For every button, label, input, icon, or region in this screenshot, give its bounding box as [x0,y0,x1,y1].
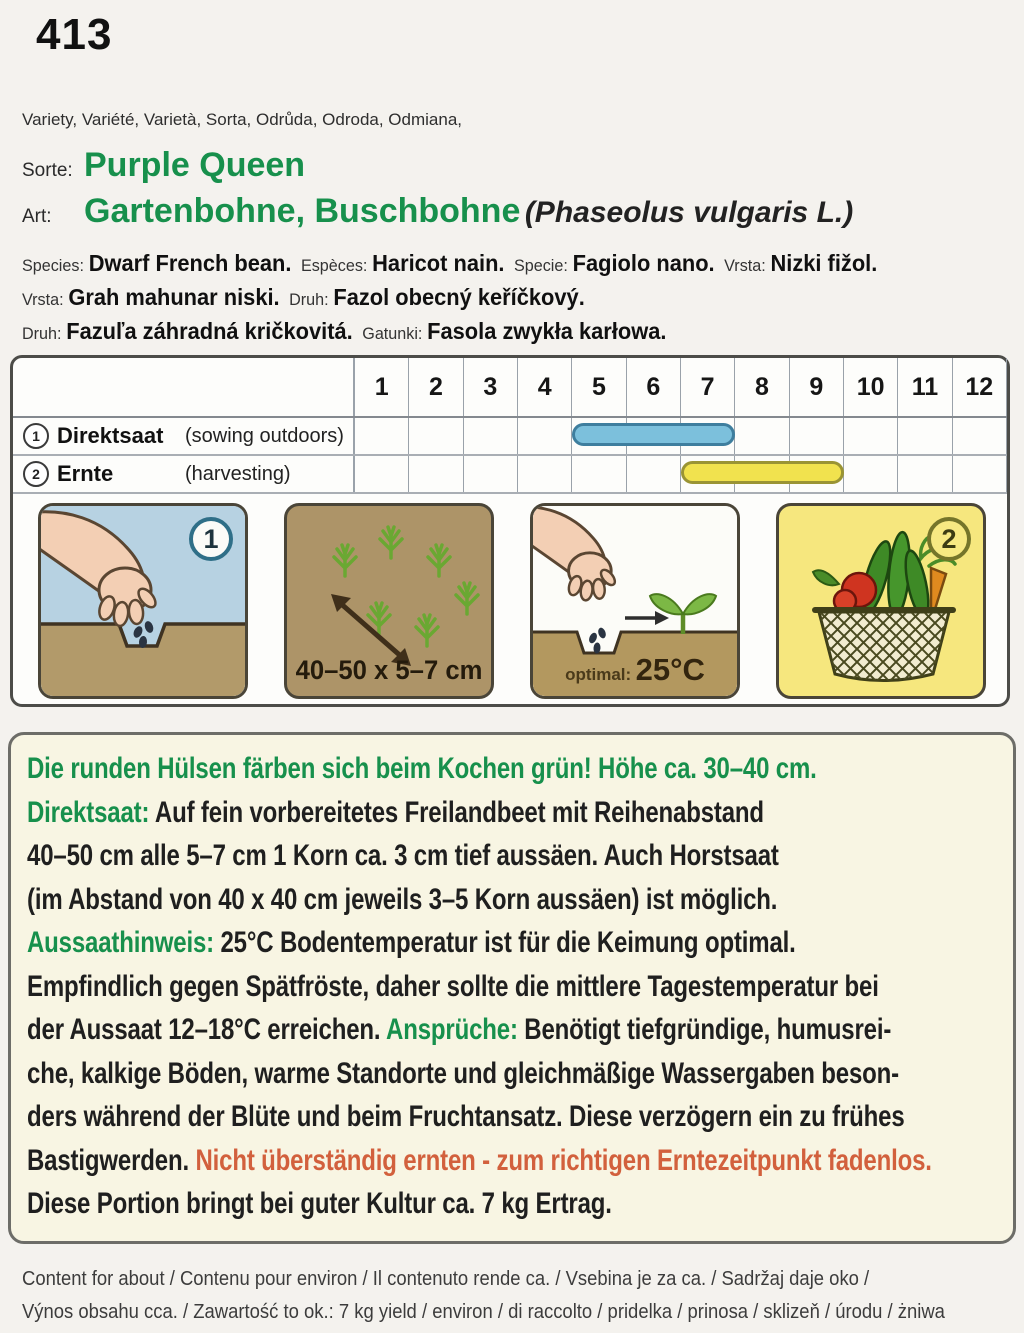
month-header-cell: 9 [790,358,844,416]
month-header-cell: 5 [572,358,626,416]
footer-line: Content for about / Contenu pour environ / Il contenuto rende ca. / Vsebina je za ca. / Sadržaj daje oko / [22,1267,870,1290]
pictogram-soil-temperature [530,503,740,699]
species-value: Dwarf French bean. [88,250,292,276]
month-cell [790,418,844,454]
text-segment: Aussaathinweis: [27,926,214,959]
species-value: Fasola zwykła karłowa. [427,318,667,344]
description-line [27,791,803,835]
species-value: Haricot nain. [372,250,505,276]
species-value: Fazuľa záhradná kričkovitá. [66,318,353,344]
month-cell [627,456,681,492]
step-badge: 2 [927,517,971,561]
month-header-cell: 2 [409,358,463,416]
description-line [27,1052,899,1096]
variety-name: Purple Queen [84,146,306,184]
sowing-period-bar [572,423,735,446]
text-segment: Benötigt tiefgründige, humusrei- [517,1013,892,1046]
sowing-calendar-table [13,358,1007,494]
species-label: Druh: [22,324,62,343]
month-header-cell: 3 [464,358,518,416]
calendar-row-grid [353,456,1007,492]
month-header-cell: 7 [681,358,735,416]
month-cell [355,418,409,454]
month-cell [464,456,518,492]
text-segment: 25°C Bodentemperatur ist für die Keimung optimal. [213,926,796,959]
text-segment: Ansprüche: [386,1013,518,1046]
species-label: Gatunki: [362,324,423,343]
text-segment: ders während der Blüte und beim Fruchtansatz. Diese verzögern ein zu frühes [27,1100,905,1133]
text-segment: che, kalkige Böden, warme Standorte und gleichmäßige Wassergaben beson- [27,1056,899,1090]
month-cell [898,456,952,492]
month-cell [844,456,898,492]
art-label: Art: [22,206,52,227]
description-line [27,1095,905,1139]
sorte-label: Sorte: [22,160,73,181]
species-line [22,246,963,280]
month-cell [518,456,572,492]
pictogram-sowing-outdoors [38,503,248,699]
description-line [27,1182,803,1226]
calendar-row-label [13,418,353,454]
circled-number-icon: 2 [23,461,49,487]
description-line [27,878,803,922]
calendar-row-harvest [13,456,1007,494]
species-value: Nizki fižol. [770,250,878,276]
calendar-row-name: Direktsaat [57,423,164,448]
text-segment: der Aussaat 12–18°C erreichen. [27,1013,387,1046]
circled-number-icon: 1 [23,423,49,449]
month-cell [844,418,898,454]
calendar-row-sublabel: (harvesting) [185,462,291,485]
text-segment: Auf fein vorbereitetes Freilandbeet mit Reihenabstand [149,795,764,829]
content-footer [22,1262,1022,1328]
text-segment: Direktsaat: [27,795,150,829]
variety-row [22,146,305,185]
month-cell [735,418,789,454]
species-translations [22,246,1012,348]
species-common-name: Gartenbohne, Buschbohne [84,192,521,230]
calendar-row-sublabel: (sowing outdoors) [185,424,344,447]
calendar-row-label [13,456,353,492]
species-label: Vrsta: [724,256,766,275]
sowing-calendar-box [10,355,1010,707]
species-label: Vrsta: [22,290,64,309]
calendar-row-sowing [13,418,1007,456]
basket-icon [815,610,953,681]
description-line [27,921,803,965]
species-line [22,314,963,348]
month-header-cell: 11 [898,358,952,416]
optimal-label: optimal: [565,665,632,684]
month-header-row [353,358,1007,416]
text-segment: Nicht überständig ernten - zum richtigen Erntezeitpunkt fadenlos. [195,1143,932,1177]
species-line [22,280,963,314]
calendar-month-header [13,358,1007,418]
page-number: 413 [36,10,113,59]
variety-translations: Variety, Variété, Varietà, Sorta, Odrůda, Odroda, Odmiana, [22,110,463,129]
description-line [27,747,817,791]
temperature-value: 25°C [635,652,705,687]
text-segment: Diese Portion bringt bei guter Kultur ca. 7 kg Ertrag. [27,1187,612,1220]
month-cell [518,418,572,454]
pictogram-harvest-basket [776,503,986,699]
species-row [22,192,853,231]
species-label: Species: [22,256,84,275]
culture-description-box [8,732,1016,1244]
description-line [27,1139,932,1183]
month-cell [464,418,518,454]
text-segment: Empfindlich gegen Spätfröste, daher sollte die mittlere Tagestemperatur bei [27,969,879,1003]
species-label: Druh: [289,290,329,309]
species-value: Fazol obecný keříčkový. [333,284,585,310]
month-header-cell: 6 [627,358,681,416]
month-header-cell: 4 [518,358,572,416]
plants-icon [334,527,478,646]
description-line [27,834,803,878]
description-line [27,965,879,1009]
description-line [27,1008,892,1052]
text-segment: Bastigwerden. [27,1143,196,1177]
species-value: Fagiolo nano. [572,250,715,276]
calendar-header-spacer [13,358,353,416]
harvest-period-bar [681,461,844,484]
species-label: Specie: [513,256,568,275]
text-segment: Die runden Hülsen färben sich beim Kochen grün! Höhe ca. 30–40 cm. [27,752,817,785]
month-cell [953,456,1007,492]
pictogram-plant-spacing [284,503,494,699]
month-header-cell: 12 [953,358,1007,416]
spacing-caption: 40–50 x 5–7 cm [295,655,483,685]
month-header-cell: 10 [844,358,898,416]
species-label: Espèces: [300,256,368,275]
step-badge: 1 [189,517,233,561]
month-cell [953,418,1007,454]
month-header-cell: 8 [735,358,789,416]
month-cell [898,418,952,454]
pictogram-row [13,503,1007,699]
month-header-cell: 1 [355,358,409,416]
text-segment: 40–50 cm alle 5–7 cm 1 Korn ca. 3 cm tief aussäen. Auch Horstsaat [27,839,779,872]
species-value: Grah mahunar niski. [68,284,280,310]
month-cell [572,456,626,492]
month-cell [409,418,463,454]
calendar-row-name: Ernte [57,461,114,486]
text-segment: (im Abstand von 40 x 40 cm jeweils 3–5 Korn aussäen) ist möglich. [27,882,778,916]
calendar-row-grid [353,418,1007,454]
month-cell [355,456,409,492]
temperature-caption [533,652,737,688]
month-cell [409,456,463,492]
footer-line: Výnos obsahu cca. / Zawartość to ok.: 7 kg yield / environ / di raccolto / pridelka / prinosa / sklizeň / úrodu / żniwa [22,1300,945,1323]
species-latin-name: (Phaseolus vulgaris L.) [524,196,854,229]
